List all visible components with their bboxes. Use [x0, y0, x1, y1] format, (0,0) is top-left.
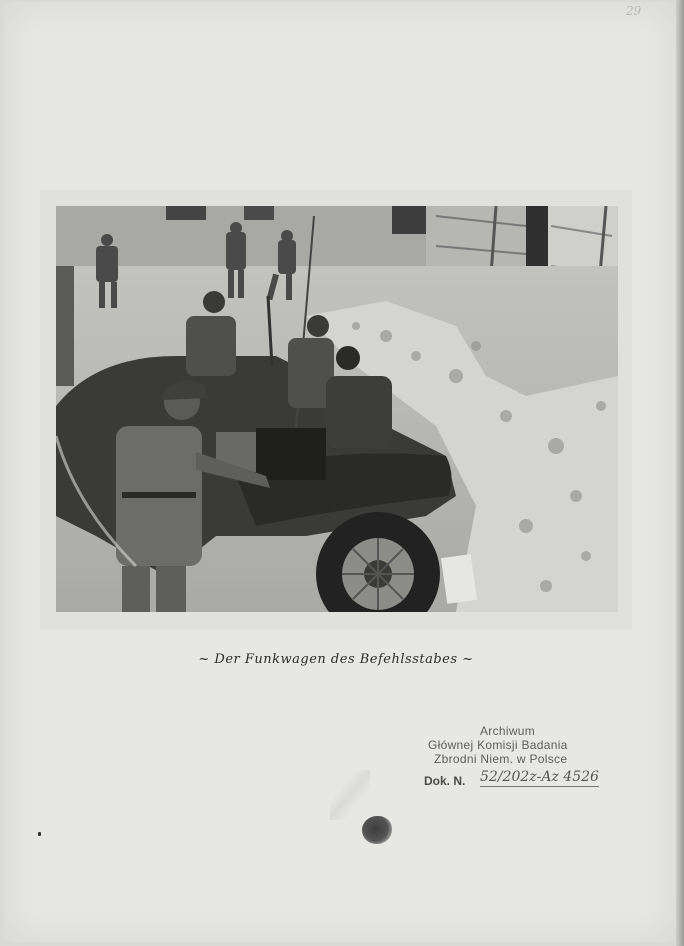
page-edge — [676, 0, 684, 946]
stamp-doc-label: Dok. N. — [424, 774, 466, 788]
stamp-doc-number: 52/202z-Az 4526 — [480, 769, 599, 785]
ink-blot — [362, 816, 392, 844]
photograph — [56, 206, 618, 612]
stamp-line-commission: Głównej Komisji Badania — [428, 738, 568, 752]
paper-smudge — [330, 770, 370, 820]
stamp-line-archive: Archiwum — [480, 724, 536, 738]
photo-caption: ~ Der Funkwagen des Befehlsstabes ~ — [198, 652, 474, 667]
stamp-line-crimes: Zbrodni Niem. w Polsce — [434, 752, 568, 766]
archive-stamp — [420, 722, 640, 802]
ink-dot — [38, 832, 41, 836]
photograph-image — [56, 206, 618, 612]
page-number: 29 — [626, 4, 642, 18]
